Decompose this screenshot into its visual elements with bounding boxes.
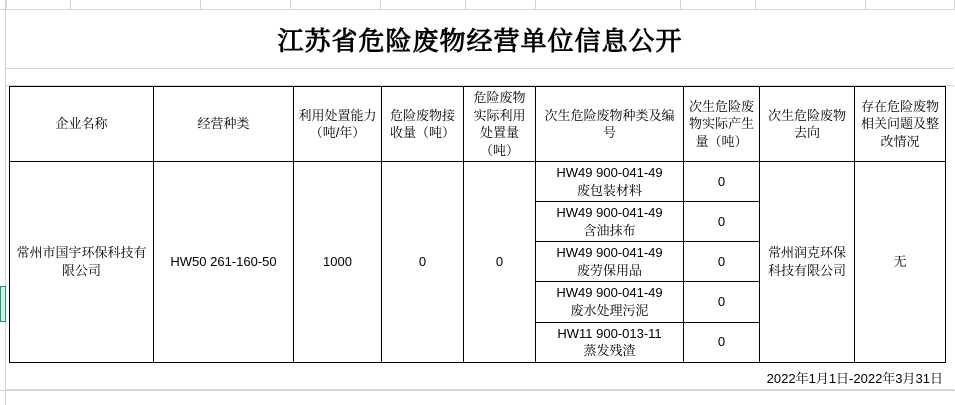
cell-company-name: 常州市国宇环保科技有限公司 (10, 162, 154, 362)
cell-capacity: 1000 (294, 162, 382, 362)
cell-issues: 无 (855, 162, 946, 362)
secondary-waste-code-4: HW11 900-013-11 (557, 325, 662, 341)
header-secondary-waste-amount: 次生危险废物实际产生量（吨） (684, 87, 760, 162)
secondary-waste-code-1: HW49 900-041-49 (556, 205, 663, 221)
secondary-waste-name-0: 废包装材料 (576, 182, 642, 198)
header-issues: 存在危险废物相关问题及整改情况 (855, 87, 946, 162)
spacer-row (6, 69, 954, 86)
cell-secondary-amount-1: 0 (684, 202, 760, 242)
page-title: 江苏省危险废物经营单位信息公开 (277, 26, 683, 56)
header-capacity: 利用处置能力（吨/年） (294, 87, 382, 162)
cell-secondary-amount-4: 0 (684, 322, 760, 362)
cell-business-type: HW50 261-160-50 (154, 162, 294, 362)
cell-secondary-waste-2 (536, 242, 684, 282)
table-header-row (10, 87, 946, 162)
header-secondary-waste-code: 次生危险废物种类及编号 (536, 87, 684, 162)
selection-marker (0, 286, 6, 322)
cell-secondary-amount-3: 0 (684, 282, 760, 322)
cell-secondary-waste-1 (536, 202, 684, 242)
secondary-waste-name-3: 废水处理污泥 (570, 303, 649, 319)
cell-secondary-waste-4 (536, 322, 684, 362)
header-secondary-waste-destination: 次生危险废物去向 (760, 87, 855, 162)
cell-secondary-waste-3 (536, 282, 684, 322)
cell-secondary-amount-2: 0 (684, 242, 760, 282)
cell-secondary-amount-0: 0 (684, 162, 760, 202)
secondary-waste-code-3: HW49 900-041-49 (556, 285, 663, 301)
secondary-waste-name-1: 含油抹布 (583, 222, 636, 238)
header-disposed-amount: 危险废物实际利用处置量（吨） (464, 87, 536, 162)
header-company-name: 企业名称 (10, 87, 154, 162)
reporting-period: 2022年1月1日-2022年3月31日 (766, 371, 943, 386)
cell-received-amount: 0 (382, 162, 464, 362)
cell-destination: 常州润克环保科技有限公司 (760, 162, 855, 362)
cell-disposed-amount: 0 (464, 162, 536, 362)
document-title-band (6, 11, 954, 69)
cell-secondary-waste-0 (536, 162, 684, 202)
secondary-waste-name-4: 蒸发残渣 (583, 343, 636, 359)
column-grid-strip (0, 0, 955, 10)
header-business-type: 经营种类 (154, 87, 294, 162)
bottom-grid-strip (0, 390, 955, 405)
table-row (10, 162, 946, 202)
waste-info-table (9, 86, 946, 363)
secondary-waste-code-2: HW49 900-041-49 (556, 245, 663, 261)
header-received-amount: 危险废物接收量（吨） (382, 87, 464, 162)
secondary-waste-name-2: 废劳保用品 (576, 262, 642, 278)
secondary-waste-code-0: HW49 900-041-49 (556, 165, 663, 181)
